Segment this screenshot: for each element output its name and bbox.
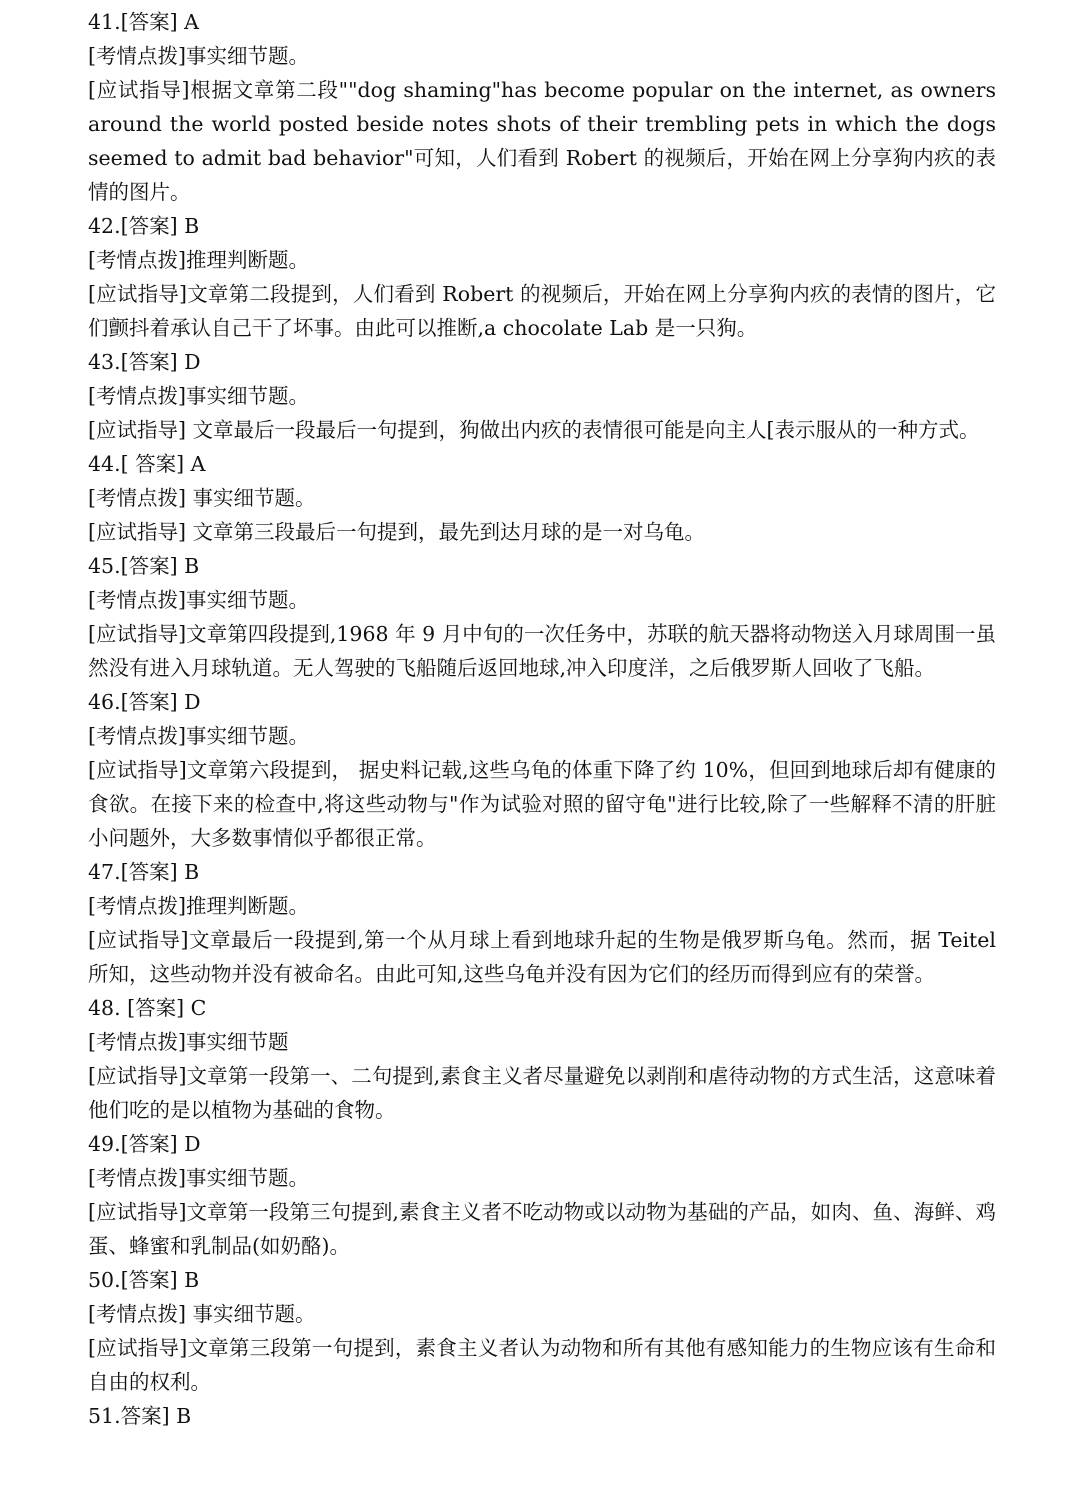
answer-entry-47 [88, 855, 996, 991]
answer-line: 45.[答案] B [88, 554, 200, 578]
answer-entry-46 [88, 685, 996, 855]
answer-entry-50 [88, 1263, 996, 1399]
answer-entry-41 [88, 5, 996, 209]
answer-line: 42.[答案] B [88, 214, 200, 238]
answer-line: 49.[答案] D [88, 1132, 201, 1156]
answer-line: 44.[ 答案] A [88, 452, 206, 476]
test-point-line: [考情点拨]事实细节题。 [88, 588, 309, 612]
answer-line: 50.[答案] B [88, 1268, 200, 1292]
answer-line: 47.[答案] B [88, 860, 200, 884]
guide-paragraph: [应试指导] 文章最后一段最后一句提到，狗做出内疚的表情很可能是向主人[表示服从的一种方式。 [88, 418, 980, 442]
answer-line: 48. [答案] C [88, 996, 207, 1020]
test-point-line: [考情点拨]事实细节题。 [88, 384, 309, 408]
guide-paragraph: [应试指导]文章第一段第三句提到,素食主义者不吃动物或以动物为基础的产品，如肉、鱼、海鲜、鸡蛋、蜂蜜和乳制品(如奶酪)。 [88, 1200, 996, 1258]
guide-paragraph: [应试指导]文章第二段提到，人们看到 Robert 的视频后，开始在网上分享狗内疚的表情的图片，它们颤抖着承认自己干了坏事。由此可以推断,a chocolate Lab 是一只狗。 [88, 282, 996, 340]
guide-paragraph: [应试指导]文章第一段第一、二句提到,素食主义者尽量避免以剥削和虐待动物的方式生活，这意味着他们吃的是以植物为基础的食物。 [88, 1064, 996, 1122]
test-point-line: [考情点拨]推理判断题。 [88, 248, 309, 272]
test-point-line: [考情点拨]事实细节题。 [88, 44, 309, 68]
test-point-line: [考情点拨]事实细节题 [88, 1030, 289, 1054]
test-point-line: [考情点拨] 事实细节题。 [88, 1302, 316, 1326]
test-point-line: [考情点拨]推理判断题。 [88, 894, 309, 918]
answer-entry-49 [88, 1127, 996, 1263]
answer-entry-43 [88, 345, 996, 447]
answer-key-document [88, 5, 996, 1433]
test-point-line: [考情点拨]事实细节题。 [88, 1166, 309, 1190]
guide-paragraph: [应试指导]文章第四段提到,1968 年 9 月中旬的一次任务中，苏联的航天器将动物送入月球周围一虽然没有进入月球轨道。无人驾驶的飞船随后返回地球,冲入印度洋，之后俄罗斯人回收了飞船。 [88, 622, 996, 680]
answer-entry-48 [88, 991, 996, 1127]
test-point-line: [考情点拨]事实细节题。 [88, 724, 309, 748]
guide-paragraph: [应试指导] 文章第三段最后一句提到，最先到达月球的是一对乌龟。 [88, 520, 706, 544]
guide-paragraph: [应试指导]文章第三段第一句提到，素食主义者认为动物和所有其他有感知能力的生物应该有生命和自由的权利。 [88, 1336, 996, 1394]
guide-paragraph: [应试指导]文章最后一段提到,第一个从月球上看到地球升起的生物是俄罗斯乌龟。然而，据 Teitel 所知，这些动物并没有被命名。由此可知,这些乌龟并没有因为它们的经历而得到应有的荣誉。 [88, 928, 996, 986]
answer-line: 43.[答案] D [88, 350, 201, 374]
answer-entry-45 [88, 549, 996, 685]
answer-line-51: 51.答案] B [88, 1404, 192, 1428]
answer-entry-44 [88, 447, 996, 549]
answer-line: 41.[答案] A [88, 10, 199, 34]
test-point-line: [考情点拨] 事实细节题。 [88, 486, 316, 510]
guide-paragraph: [应试指导]文章第六段提到， 据史料记载,这些乌龟的体重下降了约 10%，但回到地球后却有健康的食欲。在接下来的检查中,将这些动物与"作为试验对照的留守龟"进行比较,除了一些解释不清的肝脏小问题外，大多数事情似乎都很正常。 [88, 758, 996, 850]
answer-entry-42 [88, 209, 996, 345]
guide-paragraph: [应试指导]根据文章第二段""dog shaming"has become popular on the internet, as owners around the world posted beside notes shots of their trembling pets in which the dogs seemed to admit bad behavior"可知，人们看到 Robert 的视频后，开始在网上分享狗内疚的表情的图片。 [88, 78, 996, 204]
answer-line: 46.[答案] D [88, 690, 201, 714]
